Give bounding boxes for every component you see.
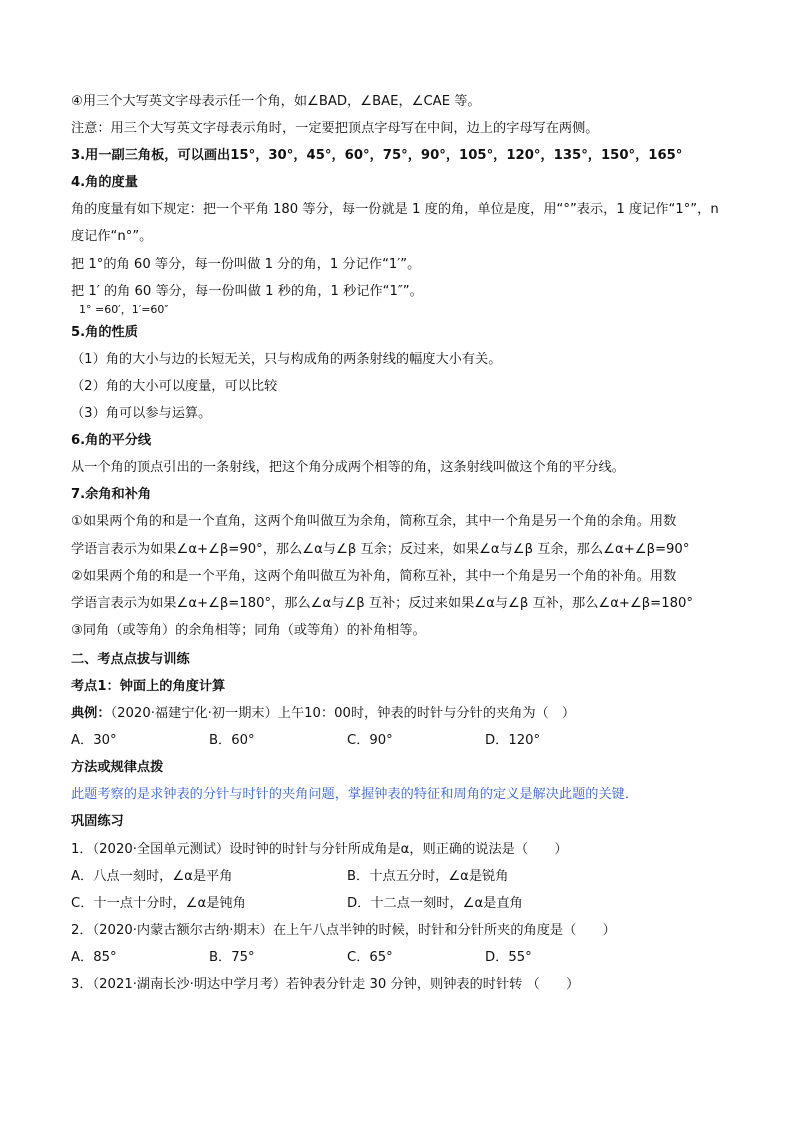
- option-c: C．90°: [347, 733, 393, 749]
- heading-6: 6.角的平分线: [71, 433, 152, 449]
- method-heading: 方法或规律点拨: [71, 760, 164, 776]
- heading-4: 4.角的度量: [71, 175, 138, 191]
- heading-7: 7.余角和补角: [71, 487, 152, 503]
- example-text: （2020·福建宁化·初一期末）上午10：00时，钟表的时针与分针的夹角为（ ）: [110, 706, 576, 722]
- q2-options: [71, 944, 731, 971]
- text-line: 把 1°的角 60 等分，每一份叫做 1 分的角，1 分记作“1′”。: [71, 256, 421, 272]
- option-c: C．65°: [347, 949, 393, 965]
- example-question: [71, 700, 731, 727]
- note-line: 注意：用三个大写英文字母表示角时，一定要把顶点字母写在中间，边上的字母写在两侧。: [71, 121, 599, 137]
- option-b: B．75°: [209, 949, 255, 965]
- text-line: 度记作“n°”。: [71, 229, 153, 245]
- option-a: A．30°: [71, 733, 117, 749]
- q1-options-row-1: [71, 863, 731, 890]
- option-a: A．85°: [71, 949, 117, 965]
- option-c: C．十一点十分时，∠α是钝角: [71, 895, 246, 911]
- question-3: 3．（2021·湖南长沙·明达中学月考）若钟表分针走 30 分钟，则钟表的时针转 （ ）: [71, 977, 580, 992]
- text-line: 从一个角的顶点引出的一条射线，把这个角分成两个相等的角，这条射线叫做这个角的平分线。: [71, 460, 625, 476]
- text-line: ③同角（或等角）的余角相等；同角（或等角）的补角相等。: [71, 622, 426, 638]
- text-line: ②如果两个角的和是一个平角，这两个角叫做互为补角，简称互补，其中一个角是另一个角的补角。用数: [71, 568, 677, 584]
- text-line: （1）角的大小与边的长短无关，只与构成角的两条射线的幅度大小有关。: [71, 351, 502, 367]
- method-text: 此题考察的是求钟表的分针与时针的夹角问题，掌握钟表的特征和周角的定义是解决此题的关键．: [71, 787, 639, 803]
- option-d: D．120°: [485, 733, 541, 749]
- text-line: ④用三个大写英文字母表示任一个角，如∠BAD，∠BAE，∠CAE 等。: [71, 94, 481, 109]
- text-line: （3）角可以参与运算。: [71, 406, 212, 422]
- q1-options-row-2: [71, 890, 731, 917]
- text-line: 角的度量有如下规定：把一个平角 180 等分，每一份就是 1 度的角，单位是度，用“°”表示，1 度记作“1°”，n: [71, 202, 719, 218]
- text-line: 把 1′ 的角 60 等分，每一份叫做 1 秒的角，1 秒记作“1″”。: [71, 283, 423, 299]
- example-options: [71, 727, 731, 754]
- question-1: 1．（2020·全国单元测试）设时钟的时针与分针所成角是α，则正确的说法是（ ）: [71, 841, 568, 857]
- formula-line: 1° =60′，1′=60″: [79, 302, 169, 316]
- option-d: D．十二点一刻时，∠α是直角: [347, 895, 523, 911]
- text-line: 学语言表示为如果∠α+∠β=90°，那么∠α与∠β 互余；反过来，如果∠α与∠β 互余，那么∠α+∠β=90°: [71, 541, 690, 557]
- text-line: ①如果两个角的和是一个直角，这两个角叫做互为余角，简称互余，其中一个角是另一个角的余角。用数: [71, 514, 677, 530]
- option-b: B．60°: [209, 733, 255, 749]
- practice-heading: 巩固练习: [71, 814, 124, 830]
- text-line: （2）角的大小可以度量，可以比较: [71, 378, 278, 394]
- option-d: D．55°: [485, 949, 532, 965]
- section-heading: 二、考点点拔与训练: [71, 651, 190, 667]
- example-label: 典例：: [71, 706, 111, 722]
- key-point-heading: 考点1：钟面上的角度计算: [71, 678, 226, 694]
- option-a: A．八点一刻时，∠α是平角: [71, 868, 233, 884]
- option-b: B．十点五分时，∠α是锐角: [347, 868, 509, 884]
- heading-5: 5.角的性质: [71, 324, 138, 340]
- text-line: 学语言表示为如果∠α+∠β=180°，那么∠α与∠β 互补；反过来如果∠α与∠β 互补，那么∠α+∠β=180°: [71, 595, 693, 611]
- document-page: [71, 88, 731, 998]
- question-2: 2．（2020·内蒙古额尔古纳·期末）在上午八点半钟的时候，时针和分针所夹的角度是（ ）: [71, 922, 616, 938]
- heading-3: 3.用一副三角板，可以画出15°，30°，45°，60°，75°，90°，105°，120°，135°，150°，165°: [71, 148, 683, 164]
